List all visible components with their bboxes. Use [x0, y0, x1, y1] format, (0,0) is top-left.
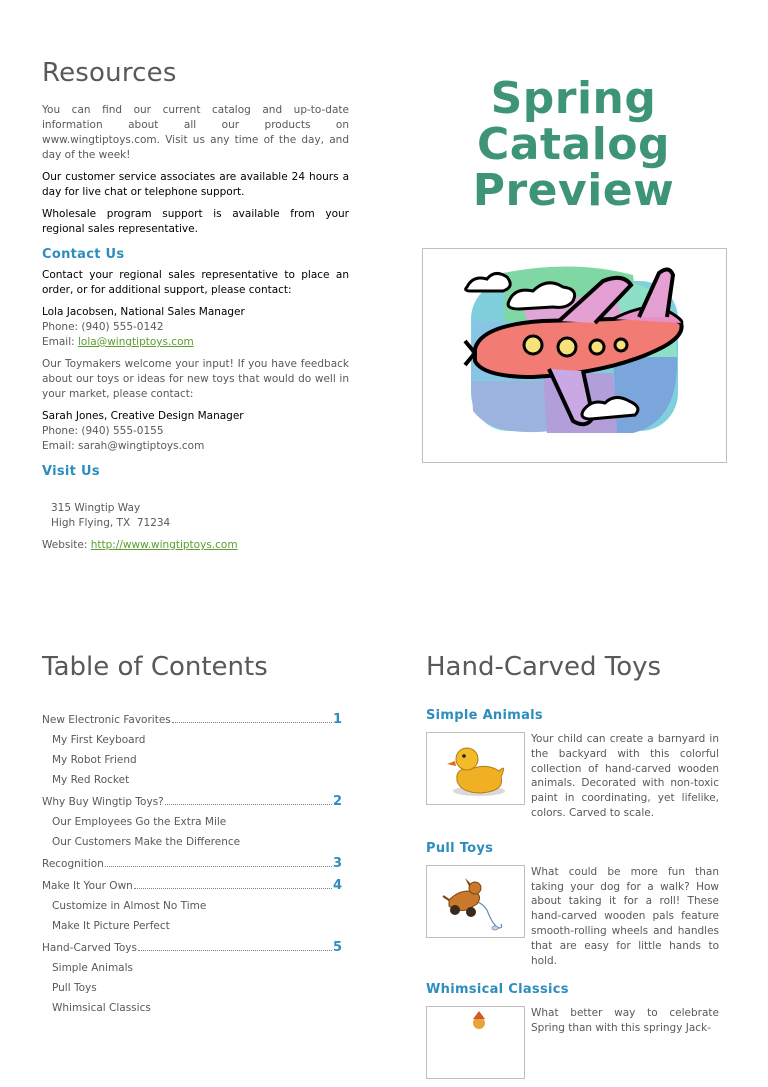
toc-entry-label: Hand-Carved Toys — [42, 942, 137, 954]
toc-dot-leader — [134, 888, 332, 889]
toc-subentry[interactable] — [42, 730, 342, 750]
toc-entry-label: Make It Your Own — [42, 880, 133, 892]
pull-dog-image — [426, 865, 525, 938]
toc-page-number: 5 — [332, 940, 342, 955]
toc-page-number: 2 — [332, 794, 342, 809]
toc-subentry[interactable] — [42, 812, 342, 832]
pull-dog-icon — [427, 866, 526, 939]
person1-email-row — [42, 335, 349, 350]
toc-entry[interactable] — [42, 876, 342, 896]
toc-page-number: 1 — [332, 712, 342, 727]
toy-entry-simple-animals — [426, 732, 719, 821]
person1-name: Lola Jacobsen, National Sales Manager — [42, 306, 245, 318]
toy-entry-pull-toys — [426, 865, 719, 969]
toc-entry-label: Make It Picture Perfect — [52, 920, 170, 932]
toc-dot-leader — [105, 866, 332, 867]
title-line-1: Spring — [490, 73, 657, 124]
toc-entry-label: My Red Rocket — [52, 774, 130, 786]
toc-entry-label: Our Customers Make the Difference — [52, 836, 241, 848]
address-city: High Flying, TX 71234 — [51, 517, 171, 529]
toc-subentry[interactable] — [42, 832, 342, 852]
title-line-3: Preview — [472, 165, 675, 216]
person1-phone: Phone: (940) 555-0142 — [42, 321, 164, 333]
toc-entry-label: Pull Toys — [52, 982, 97, 994]
toc-subentry[interactable] — [42, 978, 342, 998]
rubber-duck-icon — [427, 733, 526, 806]
toc-entry-label: Our Employees Go the Extra Mile — [52, 816, 227, 828]
toc-entry[interactable] — [42, 854, 342, 874]
toc-dot-leader — [138, 950, 332, 951]
toy-entry-whimsical-classics — [426, 1006, 719, 1079]
toc-subentry[interactable] — [42, 750, 342, 770]
airplane-clipart — [463, 261, 688, 441]
title-line-2: Catalog — [476, 119, 670, 170]
toc-dot-leader — [165, 804, 332, 805]
person1-email-link[interactable]: lola@wingtiptoys.com — [78, 336, 194, 348]
toc-subentry[interactable] — [42, 958, 342, 978]
toc-entry[interactable] — [42, 792, 342, 812]
website-link[interactable]: http://www.wingtiptoys.com — [90, 539, 238, 551]
toys-heading: Hand-Carved Toys — [426, 652, 662, 682]
resources-wholesale: Wholesale program support is available from your regional sales representative. — [42, 208, 349, 235]
toc-dot-leader — [172, 722, 332, 723]
toy-text-whimsical-classics: What better way to celebrate Spring than with this springy Jack- — [531, 1007, 719, 1035]
address-street: 315 Wingtip Way — [51, 502, 141, 514]
visit-heading: Visit Us — [42, 464, 100, 479]
contact-heading: Contact Us — [42, 247, 125, 262]
toy-heading-pull-toys: Pull Toys — [426, 840, 494, 856]
jack-in-the-box-icon — [427, 1007, 526, 1080]
toc-subentry[interactable] — [42, 998, 342, 1018]
toy-heading-simple-animals: Simple Animals — [426, 708, 543, 723]
toc-entry-label: Whimsical Classics — [52, 1002, 151, 1014]
address-block — [42, 501, 349, 531]
airplane-clipart-frame — [422, 248, 727, 463]
toc-subentry[interactable] — [42, 896, 342, 916]
duck-image — [426, 732, 525, 805]
toc-subentry[interactable] — [42, 916, 342, 936]
toc-subentry[interactable] — [42, 770, 342, 790]
toc-entry[interactable] — [42, 710, 342, 730]
contact-person-2 — [42, 409, 349, 454]
resources-intro: You can find our current catalog and up-to-date information about all our products on www.wingtiptoys.com. Visit us any time of the day, and day of the week! — [42, 104, 349, 161]
toc-entry-label: My Robot Friend — [52, 754, 137, 766]
toc-entry[interactable] — [42, 938, 342, 958]
table-of-contents — [42, 708, 342, 1018]
toc-entry-label: My First Keyboard — [52, 734, 146, 746]
resources-service: Our customer service associates are available 24 hours a day for live chat or telephone support. — [42, 171, 349, 198]
toc-entry-label: Recognition — [42, 858, 104, 870]
person2-name: Sarah Jones, Creative Design Manager — [42, 410, 244, 422]
website-label: Website: — [42, 539, 91, 551]
toy-heading-whimsical-classics: Whimsical Classics — [426, 982, 569, 998]
toc-page-number: 3 — [332, 856, 342, 871]
person1-email-label: Email: — [42, 336, 79, 348]
toc-page-number: 4 — [332, 878, 342, 893]
resources-heading: Resources — [42, 58, 177, 88]
toc-entry-label: Simple Animals — [52, 962, 133, 974]
website-row — [42, 538, 349, 553]
toy-text-simple-animals: Your child can create a barnyard in the backyard with this colorful collection of hand-carved wooden animals. Decorated with non-toxic paint in coordinating, yet lifelike, colors. Carved to scale. — [531, 733, 719, 819]
toc-heading: Table of Contents — [42, 652, 268, 682]
toc-entry-label: Customize in Almost No Time — [52, 900, 207, 912]
jack-in-box-image — [426, 1006, 525, 1079]
toys-section — [426, 708, 719, 1087]
person2-phone: Phone: (940) 555-0155 — [42, 425, 164, 437]
resources-column — [42, 58, 349, 553]
catalog-title — [430, 73, 717, 216]
contact-person-1 — [42, 305, 349, 350]
person2-email: Email: sarah@wingtiptoys.com — [42, 440, 205, 452]
toc-entry-label: New Electronic Favorites — [42, 714, 171, 726]
contact-intro: Contact your regional sales representative to place an order, or for additional support, please contact: — [42, 269, 349, 296]
toymakers-note: Our Toymakers welcome your input! If you have feedback about our toys or ideas for new toys that would do well in your market, please contact: — [42, 358, 349, 400]
toy-text-pull-toys: What could be more fun than taking your dog for a walk? How about taking it for a roll! These hand-carved wooden pals feature smooth-rolling wheels and handles that are easy for little hands to hold. — [531, 865, 719, 967]
toc-entry-label: Why Buy Wingtip Toys? — [42, 796, 164, 808]
